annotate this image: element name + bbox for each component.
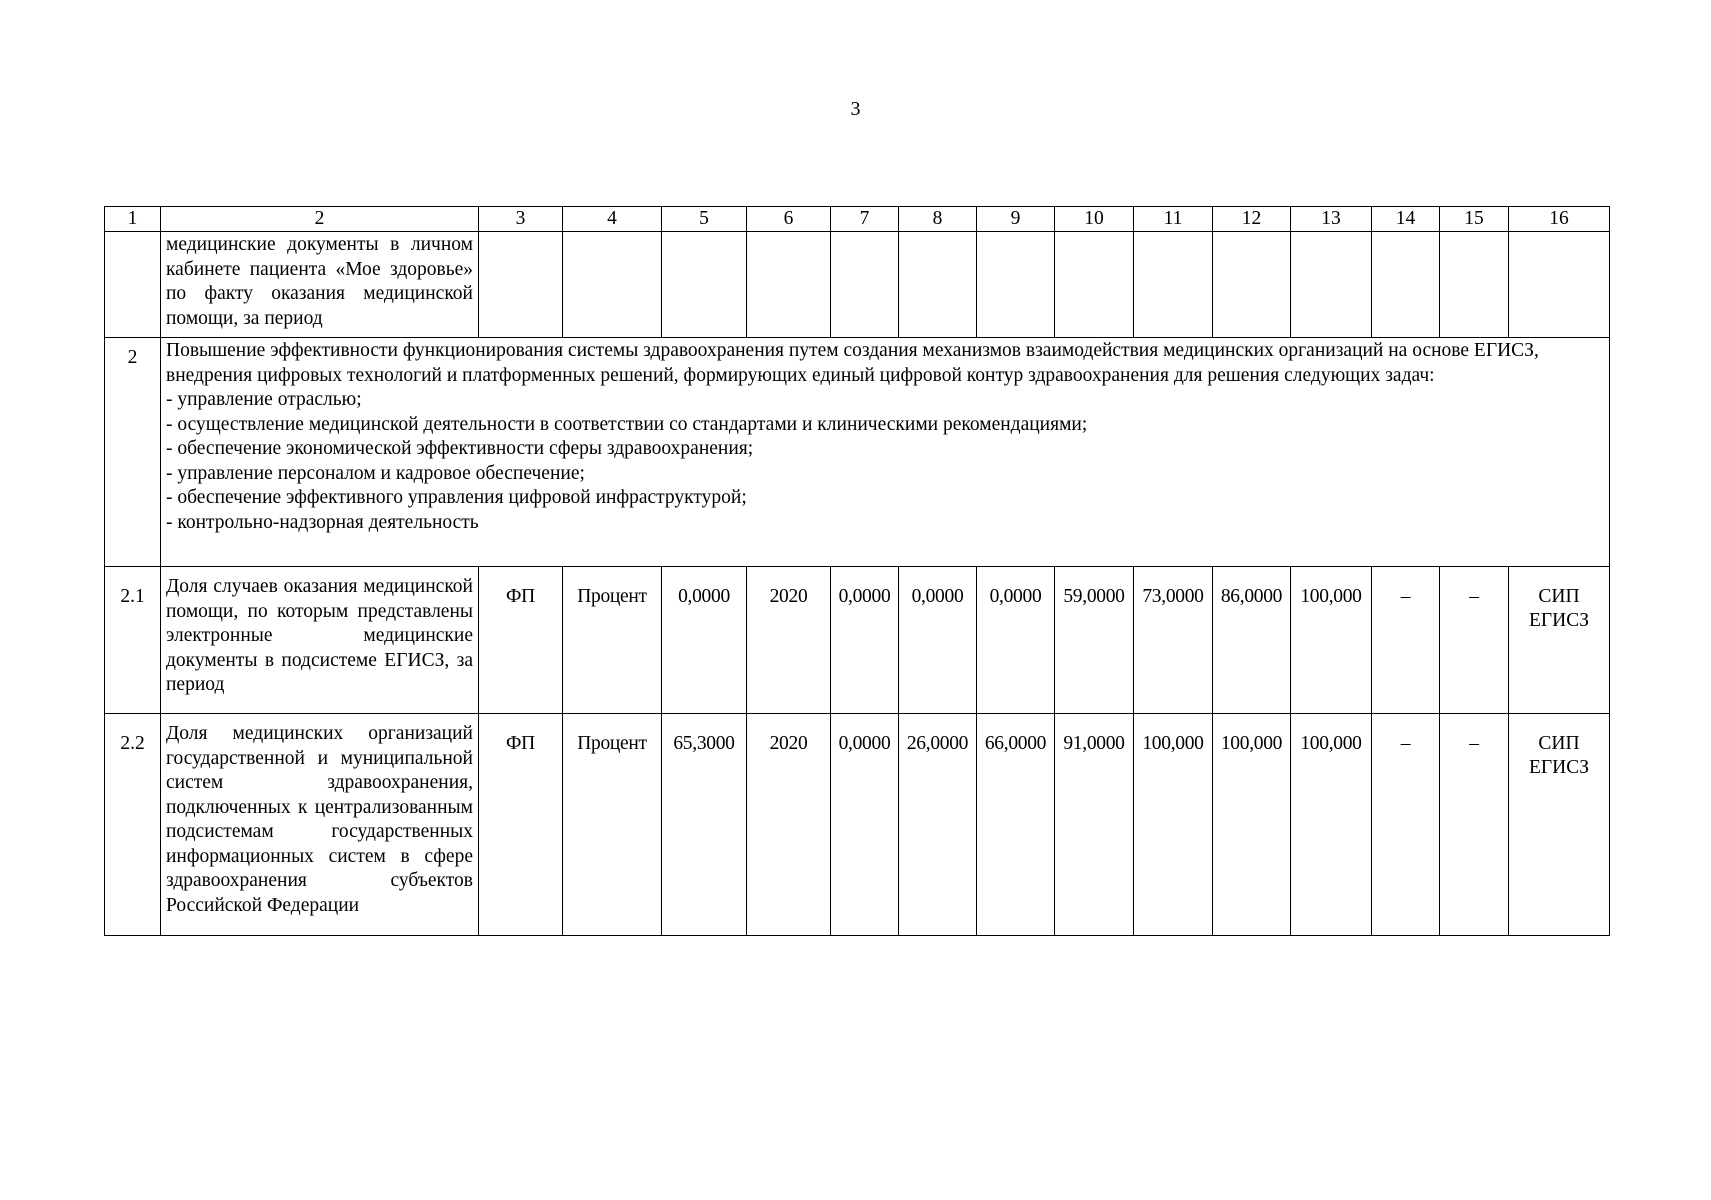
empty-cell — [105, 232, 161, 338]
base-year: 2020 — [747, 714, 831, 936]
column-header: 10 — [1055, 207, 1134, 232]
value-cell: 100,000 — [1134, 714, 1213, 936]
column-header: 11 — [1134, 207, 1213, 232]
task-item: - обеспечение экономической эффективности сферы здравоохранения; — [166, 438, 754, 459]
column-header: 9 — [977, 207, 1055, 232]
column-header: 16 — [1509, 207, 1610, 232]
empty-cell — [1213, 232, 1291, 338]
value-cell: – — [1440, 567, 1509, 714]
info-system-line: ЕГИСЗ — [1528, 610, 1590, 631]
value-cell: 59,0000 — [1055, 567, 1134, 714]
empty-cell — [747, 232, 831, 338]
column-header: 12 — [1213, 207, 1291, 232]
indicator-type: ФП — [479, 567, 563, 714]
task-item: - обеспечение эффективного управления цифровой инфраструктурой; — [166, 487, 747, 508]
unit-cell: Процент — [563, 714, 662, 936]
empty-cell — [899, 232, 977, 338]
column-header: 15 — [1440, 207, 1509, 232]
page-number: 3 — [850, 98, 861, 120]
column-header: 1 — [105, 207, 161, 232]
column-header: 2 — [161, 207, 479, 232]
table-row — [105, 567, 1610, 714]
table-header-row — [105, 207, 1610, 232]
empty-cell — [1440, 232, 1509, 338]
value-cell: 0,0000 — [899, 567, 977, 714]
value-cell: 0,0000 — [977, 567, 1055, 714]
indicator-type: ФП — [479, 714, 563, 936]
empty-cell — [1509, 232, 1610, 338]
column-header: 3 — [479, 207, 563, 232]
value-cell: 100,000 — [1291, 714, 1372, 936]
value-cell: 100,000 — [1291, 567, 1372, 714]
empty-cell — [662, 232, 747, 338]
info-system-line: СИП — [1538, 733, 1580, 754]
value-cell: – — [1372, 714, 1440, 936]
empty-cell — [479, 232, 563, 338]
row-index: 2.1 — [105, 567, 161, 714]
table-row-section-2 — [105, 338, 1610, 567]
info-system-cell — [1509, 567, 1610, 714]
value-cell: 100,000 — [1213, 714, 1291, 936]
base-value: 65,3000 — [662, 714, 747, 936]
empty-cell — [831, 232, 899, 338]
info-system-line: СИП — [1538, 586, 1580, 607]
column-header: 7 — [831, 207, 899, 232]
value-cell: – — [1440, 714, 1509, 936]
section-intro: Повышение эффективности функционирования системы здравоохранения путем создания механизмов взаимодействия медицинских организаций на основе ЕГИСЗ, внедрения цифровых технологий и платформенных решений, формирующих единый цифровой контур здравоохранения для решения следующих задач: — [166, 340, 1539, 386]
column-header: 4 — [563, 207, 662, 232]
value-cell: – — [1372, 567, 1440, 714]
empty-cell — [1134, 232, 1213, 338]
row-index: 2.2 — [105, 714, 161, 936]
value-cell: 86,0000 — [1213, 567, 1291, 714]
base-value: 0,0000 — [662, 567, 747, 714]
empty-cell — [977, 232, 1055, 338]
empty-cell — [563, 232, 662, 338]
info-system-cell — [1509, 714, 1610, 936]
value-cell: 73,0000 — [1134, 567, 1213, 714]
column-header: 14 — [1372, 207, 1440, 232]
value-cell: 0,0000 — [831, 567, 899, 714]
empty-cell — [1291, 232, 1372, 338]
indicator-description: медицинские документы в личном кабинете пациента «Мое здоровье» по факту оказания медицинской помощи, за период — [161, 232, 479, 338]
value-cell: 91,0000 — [1055, 714, 1134, 936]
column-header: 8 — [899, 207, 977, 232]
empty-cell — [1372, 232, 1440, 338]
row-index: 2 — [105, 338, 161, 567]
value-cell: 0,0000 — [831, 714, 899, 936]
info-system-line: ЕГИСЗ — [1528, 757, 1590, 778]
task-item: - осуществление медицинской деятельности в соответствии со стандартами и клиническими рекомендациями; — [166, 413, 1088, 435]
column-header: 6 — [747, 207, 831, 232]
task-item: - управление персоналом и кадровое обеспечение; — [166, 462, 585, 484]
value-cell: 26,0000 — [899, 714, 977, 936]
task-item: - контрольно-надзорная деятельность — [166, 511, 479, 533]
base-year: 2020 — [747, 567, 831, 714]
indicator-description: Доля медицинских организаций государственной и муниципальной систем здравоохранения, подключенных к централизованным подсистемам государственных информационных систем в сфере здравоохранения субъектов Российской Федерации — [161, 714, 479, 936]
indicators-table — [104, 206, 1610, 936]
indicator-description: Доля случаев оказания медицинской помощи, по которым представлены электронные медицинские документы в подсистеме ЕГИСЗ, за период — [161, 567, 479, 714]
empty-cell — [1055, 232, 1134, 338]
column-header: 13 — [1291, 207, 1372, 232]
value-cell: 66,0000 — [977, 714, 1055, 936]
column-header: 5 — [662, 207, 747, 232]
table-row — [105, 714, 1610, 936]
task-item: - управление отраслью; — [166, 389, 362, 410]
table-row-continuation — [105, 232, 1610, 338]
unit-cell: Процент — [563, 567, 662, 714]
section-goal-text — [161, 338, 1610, 567]
